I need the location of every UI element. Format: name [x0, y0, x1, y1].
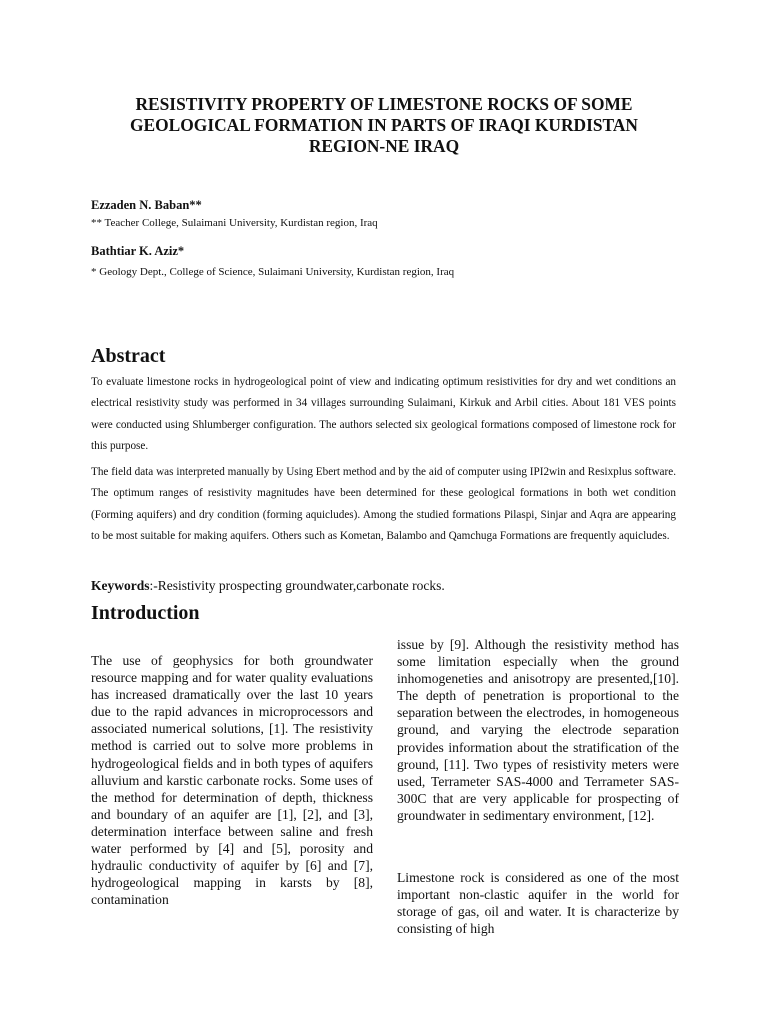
- keywords-line: [91, 578, 445, 594]
- title-line: GEOLOGICAL FORMATION IN PARTS OF IRAQI KURDISTAN: [130, 115, 638, 135]
- abstract-heading: Abstract: [91, 345, 166, 367]
- author-name: Bathtiar K. Aziz*: [91, 244, 185, 258]
- author-name: Ezzaden N. Baban**: [91, 198, 202, 212]
- intro-right-column-continued: Limestone rock is considered as one of the most important non-clastic aquifer in the world for storage of gas, oil and water. It is characterize by consisting of high: [397, 870, 679, 937]
- abstract-paragraph: To evaluate limestone rocks in hydrogeological point of view and indicating optimum resistivities for dry and wet conditions an electrical resistivity study was performed in 34 villages surrounding Sulaimani, Kirkuk and Arbil cities. About 181 VES points were conducted using Shlumberger configuration. The authors selected six geological formations composed of limestone rock for this purpose.: [91, 376, 676, 452]
- keywords-label: Keywords: [91, 578, 150, 593]
- abstract-paragraph: The field data was interpreted manually by Using Ebert method and by the aid of computer using IPI2win and Resixplus software. The optimum ranges of resistivity magnitudes have been determined for these geological formations in both wet condition (Forming aquifers) and dry condition (forming aquicludes). Among the studied formations Pilaspi, Sinjar and Aqra are appearing to be most suitable for making aquifers. Others such as Kometan, Balambo and Qamchuga Formations are frequently aquicludes.: [91, 466, 676, 542]
- keywords-text: :-Resistivity prospecting groundwater,carbonate rocks.: [149, 578, 445, 593]
- paper-title: [80, 94, 688, 157]
- intro-right-column: issue by [9]. Although the resistivity method has some limitation especially when the ground inhomogeneties and anisotropy are presented,[10]. The depth of penetration is proportional to the separation between the electrodes, in homogeneous ground, and varying the electrode separation provides information about the stratification of the ground, [11]. Two types of resistivity meters were used, Terrameter SAS-4000 and Terrameter SAS-300C that are very applicable for prospecting of groundwater in sedimentary environment, [12].: [397, 637, 679, 823]
- author-affiliation: ** Teacher College, Sulaimani University, Kurdistan region, Iraq: [91, 217, 378, 229]
- title-line: REGION-NE IRAQ: [308, 136, 460, 156]
- intro-left-column: The use of geophysics for both groundwater resource mapping and for water quality evaluations has increased dramatically over the last 10 years due to the rapid advances in microprocessors and associated numerical solutions, [1]. The resistivity method is carried out to solve more problems in hydrogeological fields and in both types of aquifers alluvium and karstic carbonate rocks. Some uses of the method for determination of depth, thickness and boundary of an aquifer are [1], [2], and [3], determination interface between saline and fresh water performed by [4] and [5], porosity and hydraulic conductivity of aquifer by [6] and [7], hydrogeological mapping in karsts by [8], contamination: [91, 653, 373, 908]
- title-line: RESISTIVITY PROPERTY OF LIMESTONE ROCKS OF SOME: [135, 94, 633, 114]
- introduction-heading: Introduction: [91, 602, 200, 624]
- author-affiliation: * Geology Dept., College of Science, Sulaimani University, Kurdistan region, Iraq: [91, 266, 455, 278]
